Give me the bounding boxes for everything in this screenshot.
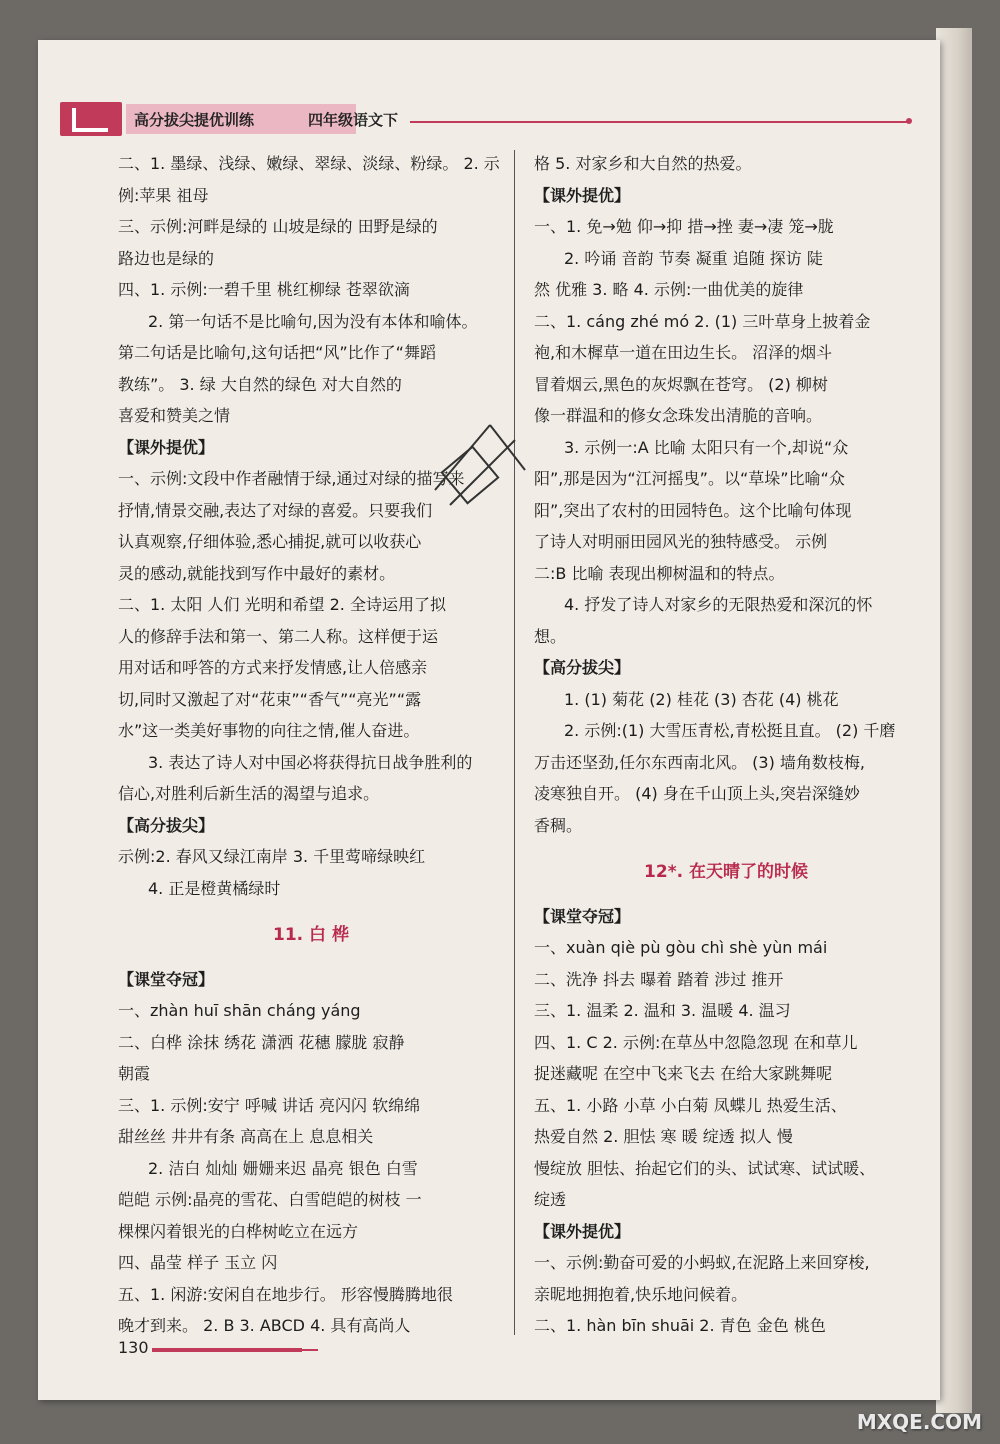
answer-line: 皑皑 示例:晶亮的雪花、白雪皑皑的树枝 一 [118, 1190, 422, 1209]
stamp-mark-icon [430, 420, 530, 530]
answer-line: 二、1. cáng zhé mó 2. (1) 三叶草身上披着金 [534, 311, 871, 331]
header-rule [410, 121, 908, 123]
answer-line: 二:B 比喻 表现出柳树温和的特点。 [534, 563, 785, 583]
answer-line: 3. 示例一:A 比喻 太阳只有一个,却说“众 [564, 437, 849, 457]
answer-line: 二、白桦 涂抹 绣花 潇洒 花穗 朦胧 寂静 [118, 1032, 405, 1052]
section-heading: 【课堂夺冠】 [118, 969, 215, 989]
column-divider [514, 150, 515, 1335]
section-heading: 【课外提优】 [534, 185, 631, 205]
answer-line: 一、示例:文段中作者融情于绿,通过对绿的描写来 [118, 469, 465, 488]
page-bar-thin [268, 1349, 318, 1351]
answer-line: 冒着烟云,黑色的灰烬飘在苍穹。 (2) 柳树 [534, 374, 828, 394]
header-dot-icon [906, 118, 912, 124]
answer-line: 凌寒独自开。 (4) 身在千山顶上头,突岩深缝妙 [534, 784, 860, 803]
answer-line: 阳”,那是因为“江河摇曳”。以“草垛”比喻“众 [534, 469, 845, 488]
answer-line: 三、1. 示例:安宁 呼喊 讲话 亮闪闪 软绵绵 [118, 1095, 421, 1115]
answer-line: 2. 示例:(1) 大雪压青松,青松挺且直。 (2) 千磨 [564, 721, 896, 740]
answer-line: 阳”,突出了农村的田园特色。这个比喻句体现 [534, 500, 852, 520]
answer-line: 第二句话是比喻句,这句话把“风”比作了“舞蹈 [118, 343, 436, 362]
series-title: 高分拔尖提优训练 [134, 111, 255, 129]
answer-line: 教练”。 3. 绿 大自然的绿色 对大自然的 [118, 374, 402, 394]
answer-line: 示例:2. 春风又绿江南岸 3. 千里莺啼绿映红 [118, 847, 426, 866]
answer-line: 一、zhàn huī shān cháng yáng [118, 1001, 361, 1020]
answer-line: 五、1. 小路 小草 小白菊 凤蝶儿 热爱生活、 [534, 1095, 847, 1115]
answer-line: 像一群温和的修女念珠发出清脆的音响。 [534, 406, 823, 425]
answer-line: 热爱自然 2. 胆怯 寒 暖 绽透 拟人 慢 [534, 1127, 793, 1146]
answer-line: 想。 [534, 626, 567, 646]
answer-line: 捉迷藏呢 在空中飞来飞去 在给大家跳舞呢 [534, 1064, 833, 1083]
answer-line: 甜丝丝 井井有条 高高在上 息息相关 [118, 1127, 374, 1146]
answer-line: 1. (1) 菊花 (2) 桂花 (3) 杏花 (4) 桃花 [564, 689, 839, 709]
section-heading: 【高分拔尖】 [118, 815, 215, 835]
lesson-12-title: 12*. 在天晴了的时候 [644, 862, 808, 882]
answer-line: 棵棵闪着银光的白桦树屹立在远方 [118, 1221, 359, 1241]
answer-line: 香稠。 [534, 815, 583, 835]
answer-line: 认真观察,仔细体验,悉心捕捉,就可以收获心 [118, 532, 422, 551]
answer-line: 了诗人对明丽田园风光的独特感受。 示例 [534, 532, 828, 551]
lesson-11-title: 11. 白 桦 [273, 925, 349, 945]
answer-line: 朝霞 [118, 1064, 151, 1083]
section-heading: 【课外提优】 [534, 1221, 631, 1241]
series-logo-icon [60, 102, 122, 136]
grade-title: 四年级语文下 [308, 111, 399, 129]
page-edge [936, 28, 972, 1413]
answer-line: 万击还坚劲,任尔东西南北风。 (3) 墙角数枝梅, [534, 752, 866, 772]
answer-line: 格 5. 对家乡和大自然的热爱。 [534, 154, 752, 173]
answer-line: 三、示例:河畔是绿的 山坡是绿的 田野是绿的 [118, 217, 438, 236]
page-number: 130 [118, 1338, 149, 1357]
answer-line: 例:苹果 祖母 [118, 185, 209, 205]
answer-line: 五、1. 闲游:安闲自在地步行。 形容慢腾腾地很 [118, 1284, 453, 1304]
answer-line: 喜爱和赞美之情 [118, 406, 231, 425]
answer-line: 四、1. 示例:一碧千里 桃红柳绿 苍翠欲滴 [118, 280, 410, 299]
answer-line: 慢绽放 胆怯、抬起它们的头、试试寒、试试暖、 [534, 1158, 876, 1178]
right-column [534, 148, 918, 1342]
answer-line: 一、示例:勤奋可爱的小蚂蚁,在泥路上来回穿梭, [534, 1253, 870, 1272]
answer-line: 一、1. 免→勉 仰→抑 措→挫 妻→凄 笼→胧 [534, 217, 834, 236]
answer-line: 一、xuàn qiè pù gòu chì shè yùn mái [534, 938, 828, 957]
answer-line: 2. 洁白 灿灿 姗姗来迟 晶亮 银色 白雪 [148, 1158, 418, 1178]
section-heading: 【课堂夺冠】 [534, 906, 631, 926]
watermark [790, 1380, 990, 1440]
section-heading: 【课外提优】 [118, 437, 215, 457]
answer-line: 二、1. 太阳 人们 光明和希望 2. 全诗运用了拟 [118, 595, 446, 614]
watermark-text: MXQE.COM [856, 1410, 982, 1434]
answer-line: 四、1. C 2. 示例:在草丛中忽隐忽现 在和草儿 [534, 1032, 858, 1052]
answer-line: 路边也是绿的 [118, 248, 215, 268]
answer-line: 然 优雅 3. 略 4. 示例:一曲优美的旋律 [534, 280, 804, 299]
answer-line: 四、晶莹 样子 玉立 闪 [118, 1253, 278, 1272]
answer-line: 3. 表达了诗人对中国必将获得抗日战争胜利的 [148, 752, 473, 772]
answer-line: 2. 第一句话不是比喻句,因为没有本体和喻体。 [148, 311, 478, 331]
answer-line: 二、1. hàn bīn shuāi 2. 青色 金色 桃色 [534, 1316, 826, 1335]
answer-line: 人的修辞手法和第一、第二人称。这样便于运 [118, 626, 439, 646]
page-header [60, 100, 920, 140]
section-heading: 【高分拔尖】 [534, 658, 631, 677]
answer-line: 切,同时又激起了对“花束”“香气”“亮光”“露 [118, 689, 422, 709]
answer-line: 抒情,情景交融,表达了对绿的喜爱。只要我们 [118, 500, 433, 520]
answer-line: 信心,对胜利后新生活的渴望与追求。 [118, 784, 380, 803]
answer-line: 二、1. 墨绿、浅绿、嫩绿、翠绿、淡绿、粉绿。 2. 示 [118, 154, 500, 173]
answer-line: 用对话和呼答的方式来抒发情感,让人倍感亲 [118, 658, 428, 677]
answer-line: 4. 抒发了诗人对家乡的无限热爱和深沉的怀 [564, 595, 873, 614]
answer-line: 4. 正是橙黄橘绿时 [148, 878, 281, 898]
left-column [118, 148, 504, 1342]
answer-line: 灵的感动,就能找到写作中最好的素材。 [118, 563, 396, 583]
answer-line: 亲昵地拥抱着,快乐地问候着。 [534, 1284, 748, 1304]
answer-line: 2. 吟诵 音韵 节奏 凝重 追随 探访 陡 [564, 248, 823, 268]
answer-line: 晚才到来。 2. B 3. ABCD 4. 具有高尚人 [118, 1316, 411, 1335]
answer-line: 水”这一类美好事物的向往之情,催人奋进。 [118, 721, 420, 740]
answer-line: 袍,和木樨草一道在田边生长。 沼泽的烟斗 [534, 343, 833, 362]
answer-line: 二、洗净 抖去 曝着 踏着 涉过 推开 [534, 969, 784, 989]
answer-line: 三、1. 温柔 2. 温和 3. 温暖 4. 温习 [534, 1001, 791, 1020]
answer-line: 绽透 [534, 1190, 567, 1209]
